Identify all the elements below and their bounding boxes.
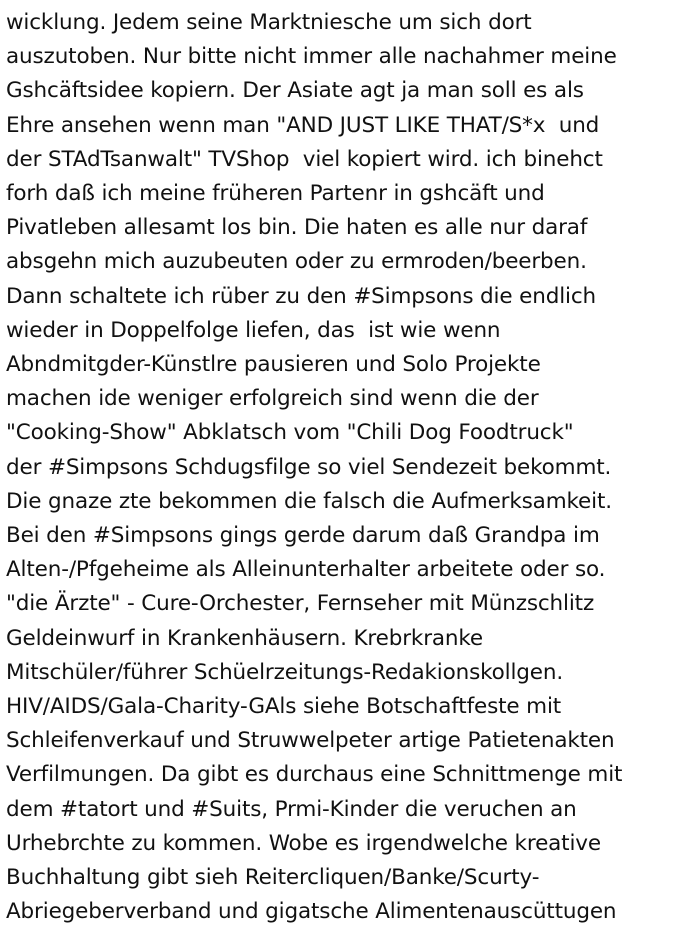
text-line: absgehn mich auzubeuten oder zu ermroden/beerben. [6,249,587,275]
text-line: Abndmitgder-Künstlre pausieren und Solo Projekte [6,352,541,378]
text-line: der #Simpsons Schdugsfilge so viel Sendezeit bekommt. [6,454,612,480]
text-line: Schleifenverkauf und Struwwelpeter artige Patietenakten [6,728,615,754]
text-line: "Cooking-Show" Abklatsch vom "Chili Dog Foodtruck" [6,420,574,446]
text-line: "die Ärzte" - Cure-Orchester, Fernseher mit Münzschlitz [6,591,595,617]
text-line: wicklung. Jedem seine Marktniesche um sich dort [6,10,532,35]
text-line: Dann schaltete ich rüber zu den #Simpsons die endlich [6,283,596,309]
text-line: Die gnaze zte bekommen die falsch die Aufmerksamkeit. [6,488,612,514]
text-line: der STAdTsanwalt" TVShop viel kopiert wird. ich binehct [6,146,603,172]
text-line: Gshcäftsidee kopiern. Der Asiate agt ja man soll es als [6,78,584,104]
text-line: Alten-/Pfgeheime als Alleinunterhalter arbeitete oder so. [6,557,606,583]
text-line: Verfilmungen. Da gibt es durchaus eine Schnittmenge mit [6,762,623,788]
text-line: Pivatleben allesamt los bin. Die haten es alle nur daraf [6,215,588,241]
text-line: forh daß ich meine früheren Partenr in gshcäft und [6,181,545,207]
text-line: auszutoben. Nur bitte nicht immer alle nachahmer meine [6,44,617,70]
text-line: Urhebrchte zu kommen. Wobe es irgendwelche kreative [6,830,601,856]
text-line: Buchhaltung gibt sieh Reitercliquen/Banke/Scurty- [6,865,540,891]
text-line: Mitschüler/führer Schüelrzeitungs-Redakionskollgen. [6,659,564,685]
text-line: Bei den #Simpsons gings gerde darum daß Grandpa im [6,523,600,549]
text-line: Geldeinwurf in Krankenhäusern. Krebrkranke [6,625,483,651]
text-line: machen ide weniger erfolgreich sind wenn die der [6,386,539,412]
text-line: wieder in Doppelfolge liefen, das ist wie wenn [6,317,501,343]
text-line: Abriegeberverband und gigatsche Alimentenauscüttugen [6,899,617,925]
text-line: HIV/AIDS/Gala-Charity-GAls siehe Botschaftfeste mit [6,694,562,720]
text-line: dem #tatort und #Suits, Prmi-Kinder die veruchen an [6,796,577,822]
text-line: Ehre ansehen wenn man "AND JUST LIKE THAT/S*x und [6,112,600,138]
